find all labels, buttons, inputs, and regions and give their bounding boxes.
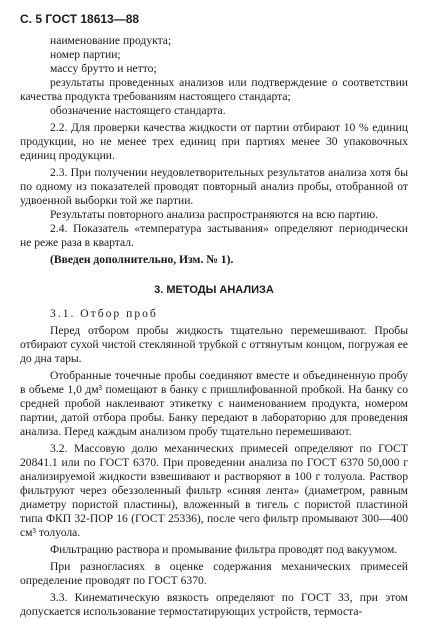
list-item: наименование продукта; — [50, 34, 172, 47]
list-item: массу брутто и нетто; — [50, 62, 157, 75]
section-heading: 3. МЕТОДЫ АНАЛИЗА — [154, 284, 274, 296]
amendment-note: (Введен дополнительно, Изм. № 1). — [50, 253, 234, 266]
paragraph-3-1-b: Отобранные точечные пробы соединяют вместе и объединенную пробу в объеме 1,0 дм³ помещают в банку с пришлифованной пробкой. На банку со средней пробой наклеивают этикетку с наименованием продукта, номером партии, датой отбора пробы. Банку передают в лабораторию для проведения анализа. Перед каждым анализом пробу тщательно перемешивают. — [20, 369, 408, 438]
page-header: С. 5 ГОСТ 18613—88 — [20, 12, 140, 26]
paragraph-2-3-result: Результаты повторного анализа распространяются на всю партию. — [50, 208, 379, 221]
subsection-title — [20, 307, 408, 321]
subsection-title-text: 3.1. Отбор проб — [50, 307, 158, 320]
paragraph-3-2: 3.2. Массовую долю механических примесей определяют по ГОСТ 20841.1 или по ГОСТ 6370. При проведении анализа по ГОСТ 6370 50,000 г анализируемой жидкости взвешивают и растворяют в 100 г толуола. Раствор фильтруют через обеззоленный фильтр «синяя лента» (диаметром, равным диаметру пористой пластины), вложенный в тигель с пористой пластиной типа ФКП 32-ПОР 16 (ГОСТ 25336), после чего фильтр промывают 300—400 см³ толуола. — [20, 442, 408, 539]
paragraph-2-3: 2.3. При получении неудовлетворительных результатов анализа хотя бы по одному из показателей проводят повторный анализ пробы, отобранной от удвоенной выборки той же партии. — [20, 166, 408, 207]
list-item: результаты проведенных анализов или подтверждение о соответствии качества продукта требованиям настоящего стандарта; — [20, 76, 408, 103]
paragraph-3-2-dispute: При разногласиях в оценке содержания механических примесей определение проводят по ГОСТ 6370. — [20, 560, 408, 587]
paragraph-3-1-a: Перед отбором пробы жидкость тщательно перемешивают. Пробы отбирают сухой чистой стеклянной трубкой с оттянутым концом, погружая ее до дна тары. — [20, 324, 408, 365]
paragraph-2-2: 2.2. Для проверки качества жидкости от партии отбирают 10 % единиц продукции, но не менее трех единиц при партиях менее 30 упаковочных единиц продукции. — [20, 121, 408, 162]
paragraph-3-3: 3.3. Кинематическую вязкость определяют по ГОСТ 33, при этом допускается использование термостатирующих устройств, термоста- — [20, 591, 408, 618]
paragraph-2-4: 2.4. Показатель «температура застывания» определяют периодически не реже раза в квартал. — [20, 222, 408, 249]
list-item: номер партии; — [50, 48, 121, 61]
list-item: обозначение настоящего стандарта. — [50, 104, 226, 117]
paragraph-3-2-filtration: Фильтрацию раствора и промывание фильтра проводят под вакуумом. — [50, 543, 398, 556]
document-body — [20, 34, 408, 619]
